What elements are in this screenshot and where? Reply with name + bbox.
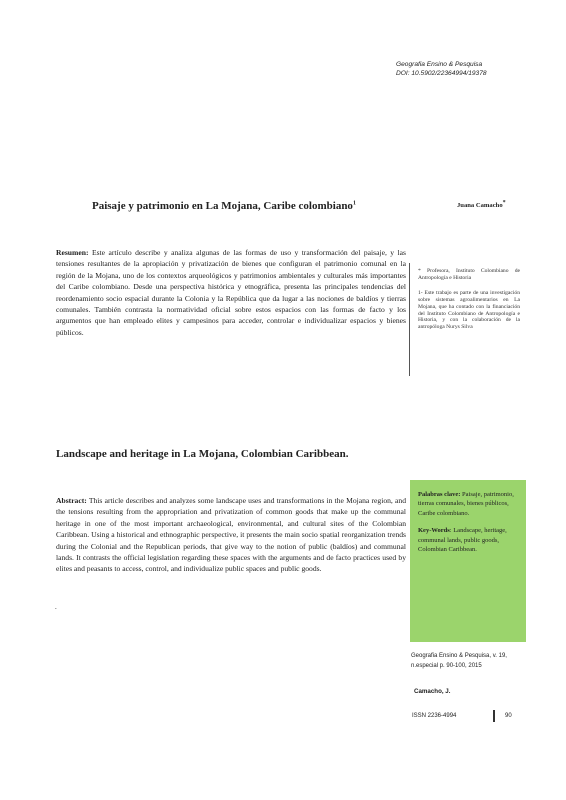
journal-header: [396, 60, 487, 78]
journal-citation: Geografia Ensino & Pesquisa, v. 19, n.especial p. 90-100, 2015: [411, 653, 507, 669]
title-english: Landscape and heritage in La Mojana, Colombian Caribbean.: [56, 448, 349, 460]
author-footnote: * Profesora, Instituto Colombiano de Antropología e Historia: [418, 268, 520, 281]
author-name: Juana Camacho: [457, 202, 503, 210]
title-spanish: [92, 200, 356, 212]
resumen-label: Resumen:: [56, 248, 89, 257]
title-spanish-text: Paisaje y patrimonio en La Mojana, Caribe colombiano: [92, 200, 353, 212]
footnotes: [418, 268, 520, 339]
resumen-paragraph: [56, 247, 406, 338]
doi: DOI: 10.5902/22364994/19378: [396, 70, 487, 77]
keywords-spanish: [418, 490, 520, 518]
abstract-label: Abstract:: [56, 496, 87, 505]
abstract-paragraph: [56, 495, 406, 575]
keywords-box: [410, 480, 526, 642]
keywords-english-label: Key-Words: [418, 527, 450, 535]
funding-footnote: 1- Este trabajo es parte de una investigación sobre sistemas agroalimentarios en La Mojana, que ha contado con la financiación del Instituto Colombiano de Antropología e Historia, y con la colaboración de la antropóloga Nurys Silva: [418, 289, 520, 331]
keywords-english-text: : Landscape, heritage, communal lands, public goods, Colombian Caribbean.: [418, 527, 507, 554]
abstract-text: This article describes and analyzes some landscape uses and transformations in the Mojana region, and the tensions resulting from the appropriation and privatization of common goods that make up the communal heritage in one of the most important archaeological, environmental, and cultural sites of the Colombian Caribbean. Using a historical and ethnographic perspective, it presents the main socio spatial reorganization trends during the Colonial and the Republican periods, that give way to the notion of public (baldíos) and communal lands. It contrasts the official legislation regarding these spaces with the arguments and de facto practices used by elites and peasants to access, control, and individualize public spaces and public goods.: [56, 496, 406, 574]
keywords-spanish-label: Palabras clave:: [418, 491, 461, 498]
page-number: 90: [505, 713, 512, 719]
resumen-text: Este artículo describe y analiza algunas de las formas de uso y transformación del paisaje, y las tensiones resultantes de la apropiación y privatización de bienes que configuran el patrimonio comunal en la región de la Mojana, uno de los contextos arqueológicos y patrimonios ambientales y culturales más importantes del Caribe colombiano. Desde una perspectiva histórica y etnográfica, presenta las principales tendencias del reordenamiento socio espacial durante la Colonia y la República que da lugar a las nociones de baldíos y tierras comunales. También contrasta la normatividad oficial sobre estos espacios con las formas de facto y los argumentos que han empleado elites y campesinos para acceder, controlar e individualizar espacios y bienes públicos.: [56, 248, 406, 337]
author: [457, 200, 506, 209]
footer-author: Camacho, J.: [414, 688, 451, 695]
keywords-english: [418, 526, 520, 554]
title-footnote-marker: 1: [352, 200, 356, 207]
issn: ISSN 2236-4994: [412, 713, 457, 719]
keywords-spanish-text: Paisaje, patrimonio, tierras comunales, bienes públicos, Caribe colombiano.: [418, 491, 514, 517]
page-separator-bar: [493, 710, 495, 722]
author-footnote-marker: *: [502, 200, 506, 206]
trailing-mark: .: [55, 603, 57, 611]
footnote-divider: [409, 263, 410, 376]
journal-name: Geografia Ensino & Pesquisa: [396, 61, 483, 68]
